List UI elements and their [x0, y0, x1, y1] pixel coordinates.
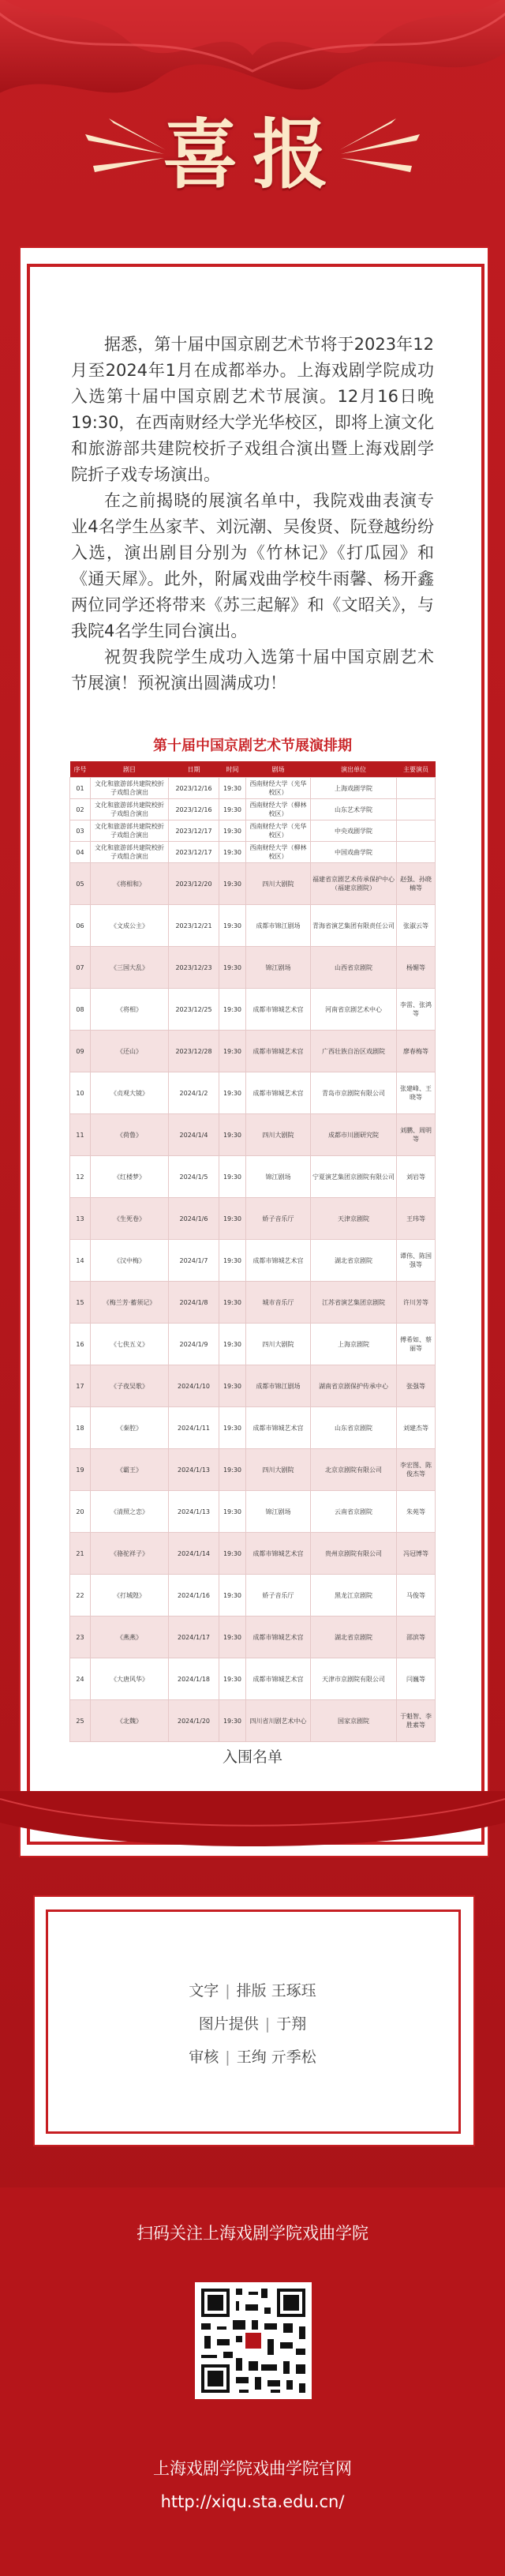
table-cell: 四川大剧院	[246, 1449, 311, 1491]
table-cell: 2023/12/23	[169, 947, 219, 989]
table-cell: 14	[70, 1240, 91, 1282]
table-cell: 成都市锦城艺术宫	[246, 1031, 311, 1072]
table-cell: 成都市锦城艺术宫	[246, 1407, 311, 1449]
table-row	[70, 778, 436, 799]
table-cell: 19	[70, 1449, 91, 1491]
schedule-title: 第十届中国京剧艺术节展演排期	[153, 738, 352, 754]
table-cell: 四川大剧院	[246, 1114, 311, 1156]
table-row	[70, 905, 436, 947]
table-cell: 朱苑等	[397, 1491, 436, 1533]
table-cell: 中央戏剧学院	[311, 820, 397, 842]
table-cell: 宁夏演艺集团京剧院有限公司	[311, 1156, 397, 1198]
table-row	[70, 1365, 436, 1407]
table-cell: 2024/1/2	[169, 1072, 219, 1114]
credit-label: 图片提供	[198, 2015, 259, 2033]
table-cell: 12	[70, 1156, 91, 1198]
table-cell: 2023/12/16	[169, 778, 219, 799]
table-cell: 四川大剧院	[246, 863, 311, 905]
table-cell: 傅希如、蔡丽等	[397, 1324, 436, 1365]
table-cell: 23	[70, 1617, 91, 1658]
table-cell: 2024/1/18	[169, 1658, 219, 1700]
header-banner	[0, 0, 505, 253]
table-cell: 02	[70, 799, 91, 820]
column-header: 剧目	[91, 761, 169, 778]
table-cell: 许川芳等	[397, 1282, 436, 1324]
table-cell	[397, 820, 436, 842]
table-cell: 19:30	[219, 778, 246, 799]
table-cell: 福建省京剧艺术传承保护中心（福建京剧院）	[311, 863, 397, 905]
table-cell: 《红楼梦》	[91, 1156, 169, 1198]
table-cell: 杨媚等	[397, 947, 436, 989]
table-cell: 2024/1/8	[169, 1282, 219, 1324]
table-cell: 19:30	[219, 1449, 246, 1491]
table-cell: 2024/1/13	[169, 1449, 219, 1491]
table-cell: 2024/1/5	[169, 1156, 219, 1198]
table-cell: 《荷鲁》	[91, 1114, 169, 1156]
credit-name: 王琢珏	[271, 1982, 316, 2000]
qr-code-icon[interactable]	[195, 2282, 312, 2399]
table-row	[70, 1198, 436, 1240]
table-cell: 2024/1/17	[169, 1617, 219, 1658]
table-cell: 19:30	[219, 1198, 246, 1240]
schedule-table-body	[70, 778, 436, 1742]
article-paragraph-3: 祝贺我院学生成功入选第十届中国京剧艺术节展演！预祝演出圆满成功！	[71, 648, 434, 693]
credit-label: 排版	[236, 1982, 267, 2000]
table-cell: 山东省京剧院	[311, 1407, 397, 1449]
table-cell: 西南财经大学（光华校区）	[246, 778, 311, 799]
credit-review: 审核 | 王绚 亓季松	[189, 2048, 316, 2066]
table-cell: 21	[70, 1533, 91, 1575]
footer-url-link[interactable]: http://xiqu.sta.edu.cn/	[160, 2492, 345, 2511]
table-cell: 《汉中梅》	[91, 1240, 169, 1282]
table-row	[70, 820, 436, 842]
table-cell: 2024/1/11	[169, 1407, 219, 1449]
table-row	[70, 1407, 436, 1449]
table-cell: 《还山》	[91, 1031, 169, 1072]
table-row	[70, 1031, 436, 1072]
table-cell: 成都市锦城艺术宫	[246, 1533, 311, 1575]
table-cell: 19:30	[219, 947, 246, 989]
table-cell: 25	[70, 1700, 91, 1742]
table-cell: 2024/1/6	[169, 1198, 219, 1240]
table-cell: 2023/12/21	[169, 905, 219, 947]
table-cell: 13	[70, 1198, 91, 1240]
table-cell: 16	[70, 1324, 91, 1365]
article-body	[71, 332, 434, 697]
table-cell: 湖北省京剧院	[311, 1240, 397, 1282]
table-cell: 《北魏》	[91, 1700, 169, 1742]
table-row	[70, 1449, 436, 1491]
table-cell: 2024/1/4	[169, 1114, 219, 1156]
table-cell: 《将相和》	[91, 863, 169, 905]
table-cell: 刘岩等	[397, 1156, 436, 1198]
table-row	[70, 947, 436, 989]
table-row	[70, 1240, 436, 1282]
table-cell: 四川省川剧艺术中心	[246, 1700, 311, 1742]
table-cell: 江苏省演艺集团京剧院	[311, 1282, 397, 1324]
table-cell: 成都市锦城艺术宫	[246, 1617, 311, 1658]
table-cell: 《三国大乱》	[91, 947, 169, 989]
table-cell: 2023/12/16	[169, 799, 219, 820]
table-cell: 西南财经大学（柳林校区）	[246, 799, 311, 820]
table-cell: 19:30	[219, 1617, 246, 1658]
table-cell: 上海戏剧学院	[311, 778, 397, 799]
table-cell: 谭伟、陈国强等	[397, 1240, 436, 1282]
credit-label: 审核	[189, 2048, 219, 2066]
table-cell: 冯冠博等	[397, 1533, 436, 1575]
table-row	[70, 1575, 436, 1617]
scan-prompt: 扫码关注上海戏剧学院戏曲学院	[137, 2224, 368, 2243]
table-cell: 山西省京剧院	[311, 947, 397, 989]
credit-name: 王绚 亓季松	[236, 2048, 316, 2066]
credit-label: 文字	[189, 1982, 219, 2000]
table-cell: 《骆驼祥子》	[91, 1533, 169, 1575]
table-cell: 《打城隍》	[91, 1575, 169, 1617]
table-cell: 《霸王》	[91, 1449, 169, 1491]
table-cell: 成都市锦城艺术宫	[246, 1072, 311, 1114]
table-cell: 2024/1/7	[169, 1240, 219, 1282]
ribbon-band	[0, 1791, 505, 1854]
table-cell: 娇子音乐厅	[246, 1575, 311, 1617]
table-cell: 青岛市京剧院有限公司	[311, 1072, 397, 1114]
table-cell: 北京京剧院有限公司	[311, 1449, 397, 1491]
table-cell: 15	[70, 1282, 91, 1324]
article-paragraph-2: 在之前揭晓的展演名单中，我院戏曲表演专业4名学生丛家芊、刘沅潮、吴俊贤、阮登越纷纷入选，演出剧目分别为《竹林记》《打瓜园》和《通天犀》。此外，附属戏曲学校牛雨馨、杨开鑫两位同学还将带来《苏三起解》和《文昭关》，与我院4名学生同台演出。	[71, 491, 434, 640]
table-cell: 黑龙江京剧院	[311, 1575, 397, 1617]
table-cell: 成都市锦城艺术宫	[246, 1240, 311, 1282]
table-cell: 《贞观大镜》	[91, 1072, 169, 1114]
table-row	[70, 1324, 436, 1365]
table-cell: 广西壮族自治区戏剧院	[311, 1031, 397, 1072]
table-row	[70, 863, 436, 905]
table-cell: 贵州京剧院有限公司	[311, 1533, 397, 1575]
schedule-table-container	[69, 734, 436, 1742]
table-cell: 09	[70, 1031, 91, 1072]
table-cell	[397, 778, 436, 799]
table-cell: 《子夜吴歌》	[91, 1365, 169, 1407]
column-header: 演出单位	[311, 761, 397, 778]
column-header: 日期	[169, 761, 219, 778]
table-cell: 《生死卷》	[91, 1198, 169, 1240]
table-cell: 17	[70, 1365, 91, 1407]
table-row	[70, 1156, 436, 1198]
table-cell: 19:30	[219, 1491, 246, 1533]
table-cell: 11	[70, 1114, 91, 1156]
table-cell: 文化和旅游部共建院校折子戏组合演出	[91, 842, 169, 863]
table-cell: 《燕燕》	[91, 1617, 169, 1658]
page-title: 喜报	[163, 110, 342, 199]
table-cell	[397, 799, 436, 820]
table-row	[70, 799, 436, 820]
table-cell: 天津市京剧院有限公司	[311, 1658, 397, 1700]
table-cell: 中国戏曲学院	[311, 842, 397, 863]
table-cell: 城市音乐厅	[246, 1282, 311, 1324]
table-cell: 成都市锦江剧场	[246, 1365, 311, 1407]
table-row	[70, 989, 436, 1031]
schedule-table	[69, 761, 436, 1742]
table-row	[70, 842, 436, 863]
table-cell: 张建峰、王晓等	[397, 1072, 436, 1114]
table-cell: 张淑云等	[397, 905, 436, 947]
table-row	[70, 1072, 436, 1114]
table-cell: 2023/12/20	[169, 863, 219, 905]
table-cell: 上海京剧院	[311, 1324, 397, 1365]
table-cell: 19:30	[219, 863, 246, 905]
table-cell: 2023/12/25	[169, 989, 219, 1031]
table-cell: 文化和旅游部共建院校折子戏组合演出	[91, 778, 169, 799]
table-cell: 《清照之恋》	[91, 1491, 169, 1533]
table-cell: 青海省演艺集团有限责任公司	[311, 905, 397, 947]
table-cell: 2024/1/13	[169, 1491, 219, 1533]
table-cell: 国家京剧院	[311, 1700, 397, 1742]
table-cell: 2023/12/17	[169, 842, 219, 863]
table-cell: 《将相》	[91, 989, 169, 1031]
table-cell: 19:30	[219, 1365, 246, 1407]
table-cell: 19:30	[219, 1156, 246, 1198]
table-cell: 天津京剧院	[311, 1198, 397, 1240]
table-row	[70, 1533, 436, 1575]
table-cell: 06	[70, 905, 91, 947]
table-cell: 《大唐风华》	[91, 1658, 169, 1700]
credit-writer-layout: 文字 | 排版 王琢珏	[189, 1982, 316, 2000]
table-cell: 文化和旅游部共建院校折子戏组合演出	[91, 820, 169, 842]
table-cell: 西南财经大学（光华校区）	[246, 820, 311, 842]
table-cell: 01	[70, 778, 91, 799]
table-cell: 19:30	[219, 1282, 246, 1324]
table-row	[70, 1491, 436, 1533]
table-cell: 08	[70, 989, 91, 1031]
table-cell: 07	[70, 947, 91, 989]
table-cell: 2024/1/20	[169, 1700, 219, 1742]
table-cell: 湖北省京剧院	[311, 1617, 397, 1658]
table-cell: 20	[70, 1491, 91, 1533]
table-cell: 闫巍等	[397, 1658, 436, 1700]
table-cell: 05	[70, 863, 91, 905]
table-cell: 19:30	[219, 1700, 246, 1742]
table-cell: 成都市锦江剧场	[246, 905, 311, 947]
table-cell: 19:30	[219, 989, 246, 1031]
table-cell: 19:30	[219, 1324, 246, 1365]
table-cell	[397, 842, 436, 863]
table-cell: 《秦腔》	[91, 1407, 169, 1449]
column-header: 主要演员	[397, 761, 436, 778]
table-cell: 锦江剧场	[246, 947, 311, 989]
table-cell: 19:30	[219, 1072, 246, 1114]
table-cell: 2024/1/16	[169, 1575, 219, 1617]
table-cell: 03	[70, 820, 91, 842]
table-cell: 2024/1/10	[169, 1365, 219, 1407]
table-cell: 云南省京剧院	[311, 1491, 397, 1533]
table-cell: 锦江剧场	[246, 1156, 311, 1198]
table-cell: 18	[70, 1407, 91, 1449]
table-cell: 24	[70, 1658, 91, 1700]
table-row	[70, 1282, 436, 1324]
table-cell: 马俊等	[397, 1575, 436, 1617]
table-cell: 西南财经大学（柳林校区）	[246, 842, 311, 863]
table-cell: 04	[70, 842, 91, 863]
table-cell: 廖春梅等	[397, 1031, 436, 1072]
table-cell: 山东艺术学院	[311, 799, 397, 820]
credit-photo: 图片提供 | 于翔	[198, 2015, 307, 2033]
table-cell: 19:30	[219, 842, 246, 863]
table-cell: 《七侠五义》	[91, 1324, 169, 1365]
table-cell: 2024/1/9	[169, 1324, 219, 1365]
table-cell: 19:30	[219, 1533, 246, 1575]
table-cell: 2023/12/28	[169, 1031, 219, 1072]
credit-name: 于翔	[276, 2015, 307, 2033]
table-cell: 10	[70, 1072, 91, 1114]
table-caption: 入围名单	[222, 1748, 282, 1766]
table-cell: 锦江剧场	[246, 1491, 311, 1533]
table-cell: 河南省京剧艺术中心	[311, 989, 397, 1031]
column-header: 剧场	[246, 761, 311, 778]
table-cell: 成都市锦城艺术宫	[246, 1658, 311, 1700]
table-cell: 娇子音乐厅	[246, 1198, 311, 1240]
table-cell: 2024/1/14	[169, 1533, 219, 1575]
table-header-row	[70, 761, 436, 778]
table-cell: 刘鹏、周明等	[397, 1114, 436, 1156]
table-cell: 19:30	[219, 1114, 246, 1156]
table-cell: 19:30	[219, 1407, 246, 1449]
table-cell: 成都市川剧研究院	[311, 1114, 397, 1156]
table-cell: 22	[70, 1575, 91, 1617]
table-cell: 19:30	[219, 1031, 246, 1072]
table-cell: 19:30	[219, 1575, 246, 1617]
table-cell: 刘建杰等	[397, 1407, 436, 1449]
table-cell: 19:30	[219, 799, 246, 820]
footer-org-name: 上海戏剧学院戏曲学院官网	[153, 2459, 352, 2478]
table-cell: 《梅兰芳·蓄须记》	[91, 1282, 169, 1324]
table-cell: 邵滨等	[397, 1617, 436, 1658]
column-header: 序号	[70, 761, 91, 778]
table-cell: 于魁智、李胜素等	[397, 1700, 436, 1742]
credits	[0, 1974, 505, 2074]
table-cell: 四川大剧院	[246, 1324, 311, 1365]
table-cell: 文化和旅游部共建院校折子戏组合演出	[91, 799, 169, 820]
column-header: 时间	[219, 761, 246, 778]
table-cell: 19:30	[219, 1658, 246, 1700]
table-row	[70, 1617, 436, 1658]
table-cell: 李宏图、陈俊杰等	[397, 1449, 436, 1491]
article-paragraph-1: 据悉，第十届中国京剧艺术节将于2023年12月至2024年1月在成都举办。上海戏剧学院成功入选第十届中国京剧艺术节展演。12月16日晚19:30，在西南财经大学光华校区，即将上演文化和旅游部共建院校折子戏组合演出暨上海戏剧学院折子戏专场演出。	[71, 335, 434, 484]
table-cell: 19:30	[219, 820, 246, 842]
table-cell: 张强等	[397, 1365, 436, 1407]
table-cell: 19:30	[219, 1240, 246, 1282]
table-cell: 李雷、张鸿等	[397, 989, 436, 1031]
table-cell: 2023/12/17	[169, 820, 219, 842]
table-cell: 王玮等	[397, 1198, 436, 1240]
table-cell: 《文成公主》	[91, 905, 169, 947]
table-cell: 19:30	[219, 905, 246, 947]
table-row	[70, 1700, 436, 1742]
table-cell: 赵强、孙晓楠等	[397, 863, 436, 905]
table-row	[70, 1658, 436, 1700]
table-cell: 成都市锦城艺术宫	[246, 989, 311, 1031]
table-row	[70, 1114, 436, 1156]
table-cell: 湖南省京剧保护传承中心	[311, 1365, 397, 1407]
